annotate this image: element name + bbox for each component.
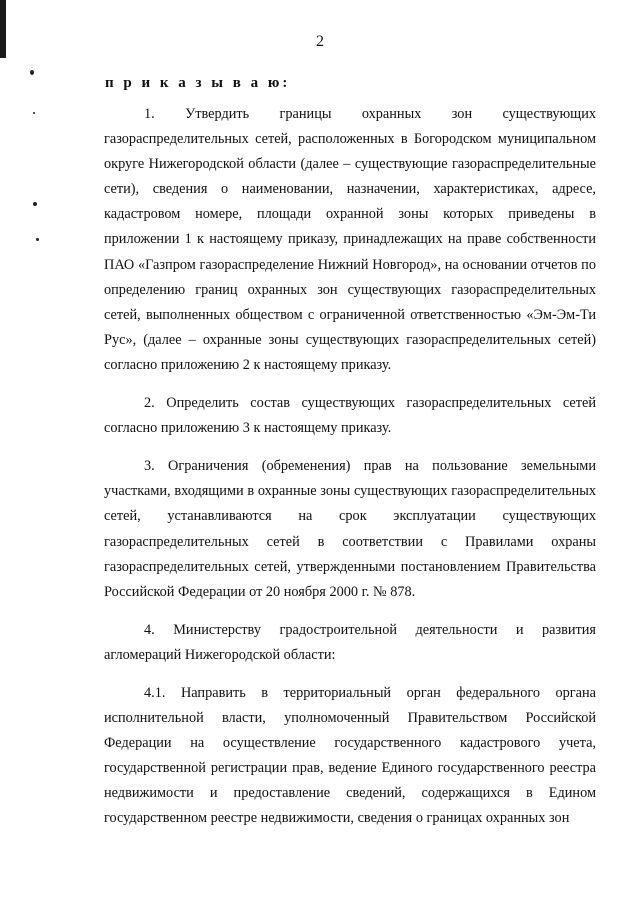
document-body	[104, 102, 596, 832]
paragraph-3: 3. Ограничения (обременения) прав на пользование земельными участками, входящими в охранные зоны существующих газораспределительных сетей, устанавливаются на срок эксплуатации существующих газораспределительных сетей в соответствии с Правилами охраны газораспределительных сетей, утвержденными постановлением Правительства Российской Федерации от 20 ноября 2000 г. № 878.	[104, 458, 596, 600]
scan-speck	[33, 202, 37, 206]
order-heading: п р и к а з ы в а ю:	[105, 75, 291, 91]
page-number: 2	[316, 33, 324, 50]
paragraph-2: 2. Определить состав существующих газораспределительных сетей согласно приложению 3 к настоящему приказу.	[104, 395, 596, 437]
paragraph-1: 1. Утвердить границы охранных зон существующих газораспределительных сетей, расположенных в Богородском муниципальном округе Нижегородской области (далее – существующие газораспределительные сети), сведения о наименовании, назначении, характеристиках, адресе, кадастровом номере, площади охранной зоны которых приведены в приложении 1 к настоящему приказу, принадлежащих на праве собственности ПАО «Газпром газораспределение Нижний Новгород», на основании отчетов по определению границ охранных зон существующих газораспределительных сетей, выполненных обществом с ограниченной ответственностью «Эм-Эм-Ти Рус», (далее – охранные зоны существующих газораспределительных сетей) согласно приложению 2 к настоящему приказу.	[104, 106, 596, 373]
paragraph-4-1: 4.1. Направить в территориальный орган федерального органа исполнительной власти, уполномоченный Правительством Российской Федерации на осуществление государственного кадастрового учета, государственной регистрации прав, ведение Единого государственного реестра недвижимости и предоставление сведений, содержащихся в Едином государственном реестре недвижимости, сведения о границах охранных зон	[104, 684, 596, 827]
scan-speck	[30, 70, 34, 75]
scan-speck	[36, 238, 39, 241]
paragraph-4: 4. Министерству градостроительной деятельности и развития агломераций Нижегородской области:	[104, 621, 596, 663]
scan-speck	[33, 112, 35, 114]
